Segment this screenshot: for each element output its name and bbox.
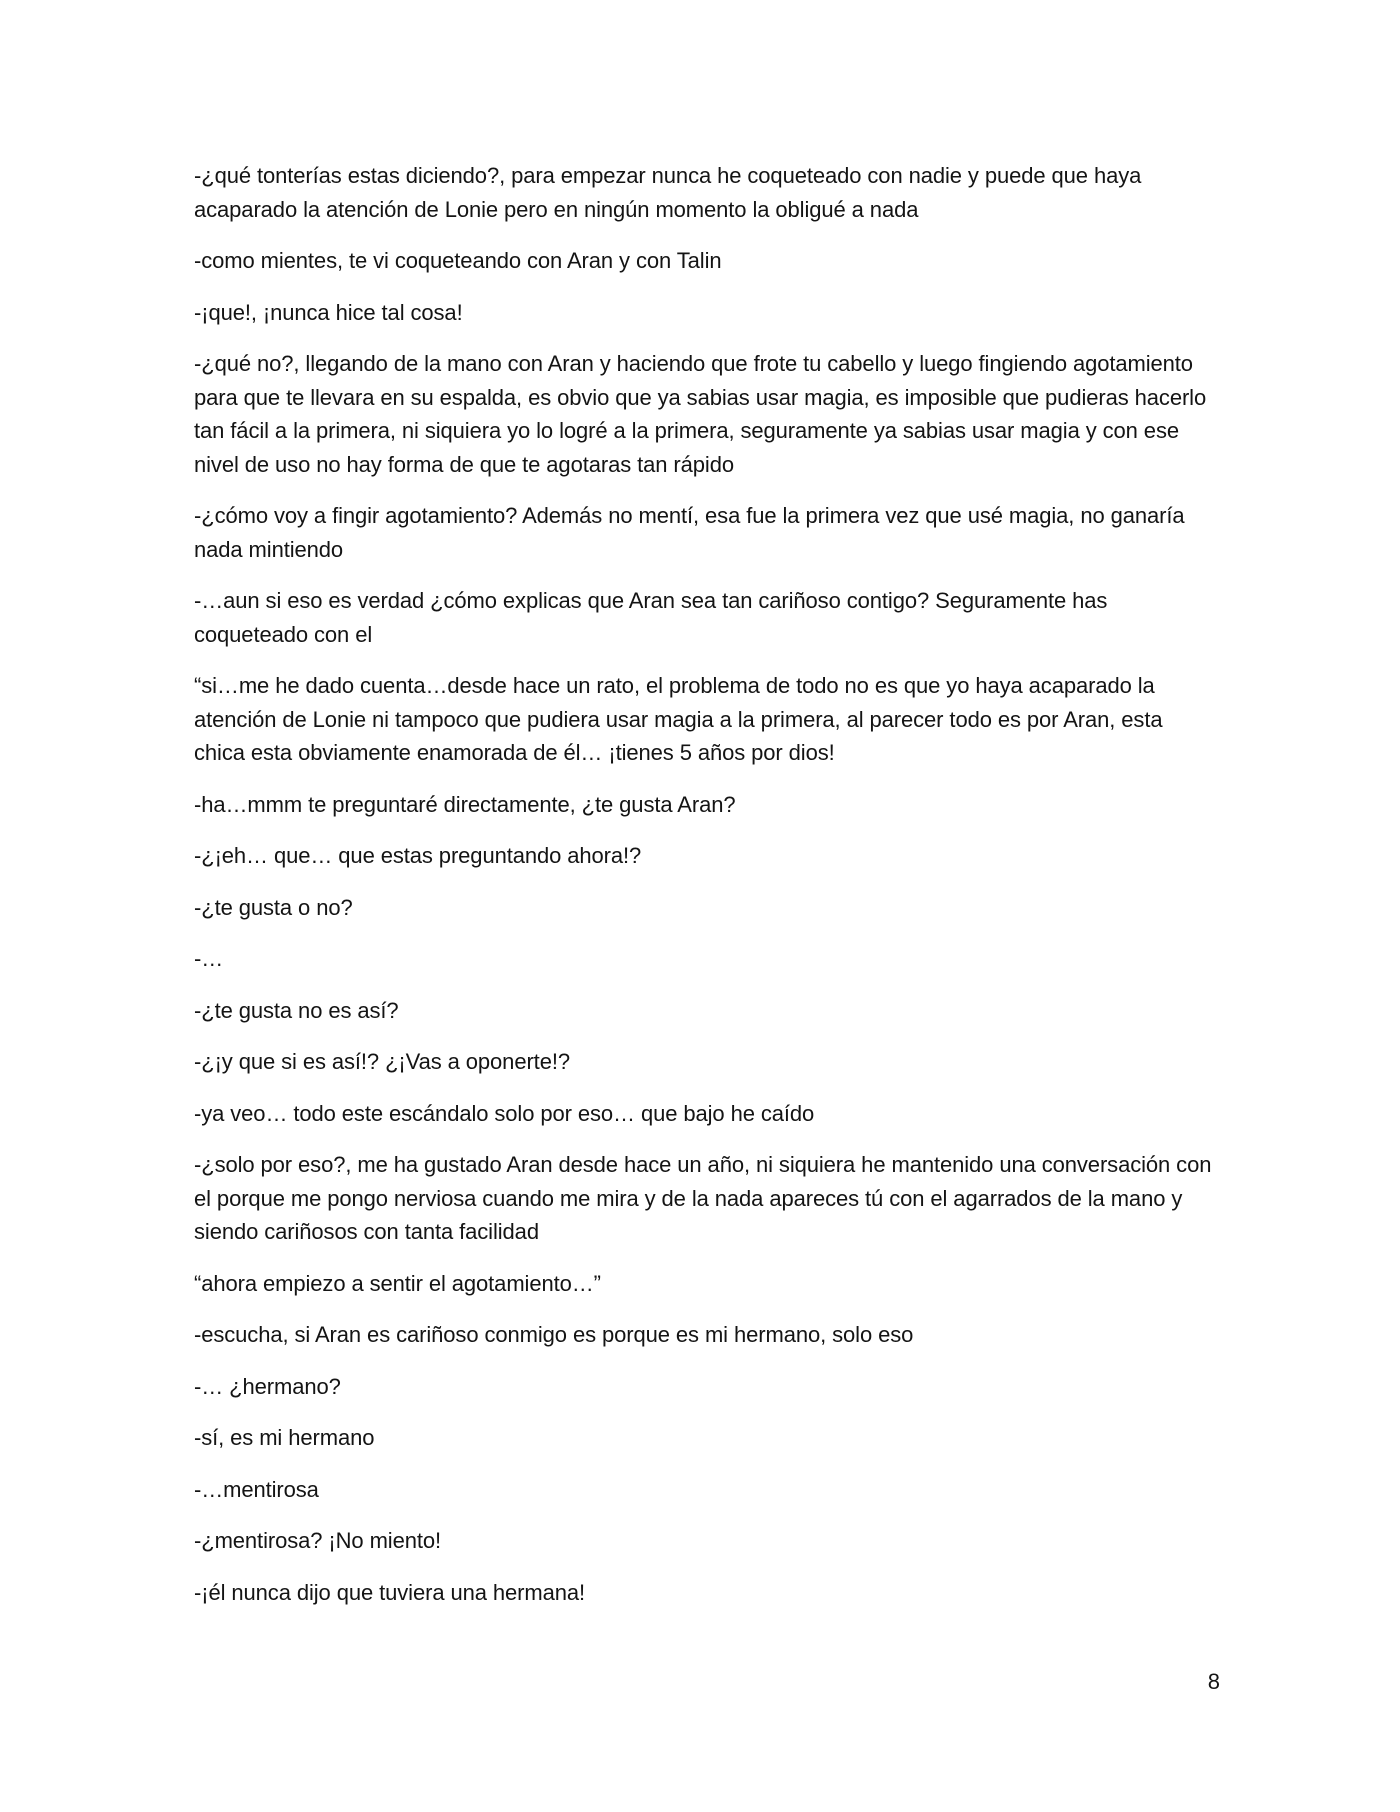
- paragraph: -¿te gusta o no?: [194, 894, 353, 920]
- paragraph: -escucha, si Aran es cariñoso conmigo es porque es mi hermano, solo eso: [194, 1322, 914, 1347]
- paragraph: -¿¡eh… que… que estas preguntando ahora!?: [194, 843, 642, 868]
- paragraph: -ha…mmm te preguntaré directamente, ¿te gusta Aran?: [194, 791, 736, 817]
- paragraph: -¿qué tonterías estas diciendo?, para empezar nunca he coqueteado con nadie y puede que haya acaparado la atención de Lonie pero en ningún momento la obligué a nada: [194, 163, 1142, 222]
- page-body: [194, 159, 1212, 1627]
- paragraph: -…: [194, 946, 224, 971]
- paragraph: -ya veo… todo este escándalo solo por eso… que bajo he caído: [194, 1100, 815, 1126]
- paragraph: -¿mentirosa? ¡No miento!: [194, 1528, 442, 1553]
- paragraph: -¿cómo voy a fingir agotamiento? Además no mentí, esa fue la primera vez que usé magia, no ganaría nada mintiendo: [194, 503, 1185, 562]
- paragraph: “ahora empiezo a sentir el agotamiento…”: [194, 1270, 601, 1296]
- paragraph: -como mientes, te vi coqueteando con Aran y con Talin: [194, 248, 722, 273]
- paragraph: -sí, es mi hermano: [194, 1425, 375, 1450]
- paragraph: “si…me he dado cuenta…desde hace un rato, el problema de todo no es que yo haya acaparado la atención de Lonie ni tampoco que pudiera usar magia a la primera, al parecer todo es por Aran, esta chica esta obviamente enamorada de él… ¡tienes 5 años por dios!: [194, 673, 1163, 765]
- paragraph: -…aun si eso es verdad ¿cómo explicas que Aran sea tan cariñoso contigo? Seguramente has coqueteado con el: [194, 588, 1108, 647]
- paragraph: -¿te gusta no es así?: [194, 997, 399, 1023]
- paragraph: -¿qué no?, llegando de la mano con Aran y haciendo que frote tu cabello y luego fingiendo agotamiento para que te llevara en su espalda, es obvio que ya sabias usar magia, es imposible que pudieras hacerlo tan fácil a la primera, ni siquiera yo lo logré a la primera, seguramente ya sabias usar magia y con ese nivel de uso no hay forma de que te agotaras tan rápido: [194, 351, 1207, 477]
- paragraph: -¡que!, ¡nunca hice tal cosa!: [194, 299, 463, 325]
- paragraph: -¡él nunca dijo que tuviera una hermana!: [194, 1579, 586, 1605]
- paragraph: -…mentirosa: [194, 1476, 319, 1502]
- page-number: 8: [1207, 1669, 1220, 1694]
- paragraph: -… ¿hermano?: [194, 1373, 341, 1399]
- paragraph: -¿solo por eso?, me ha gustado Aran desde hace un año, ni siquiera he mantenido una conversación con el porque me pongo nerviosa cuando me mira y de la nada apareces tú con el agarrados de la mano y siendo cariñosos con tanta facilidad: [194, 1152, 1212, 1244]
- paragraph: -¿¡y que si es así!? ¿¡Vas a oponerte!?: [194, 1049, 570, 1074]
